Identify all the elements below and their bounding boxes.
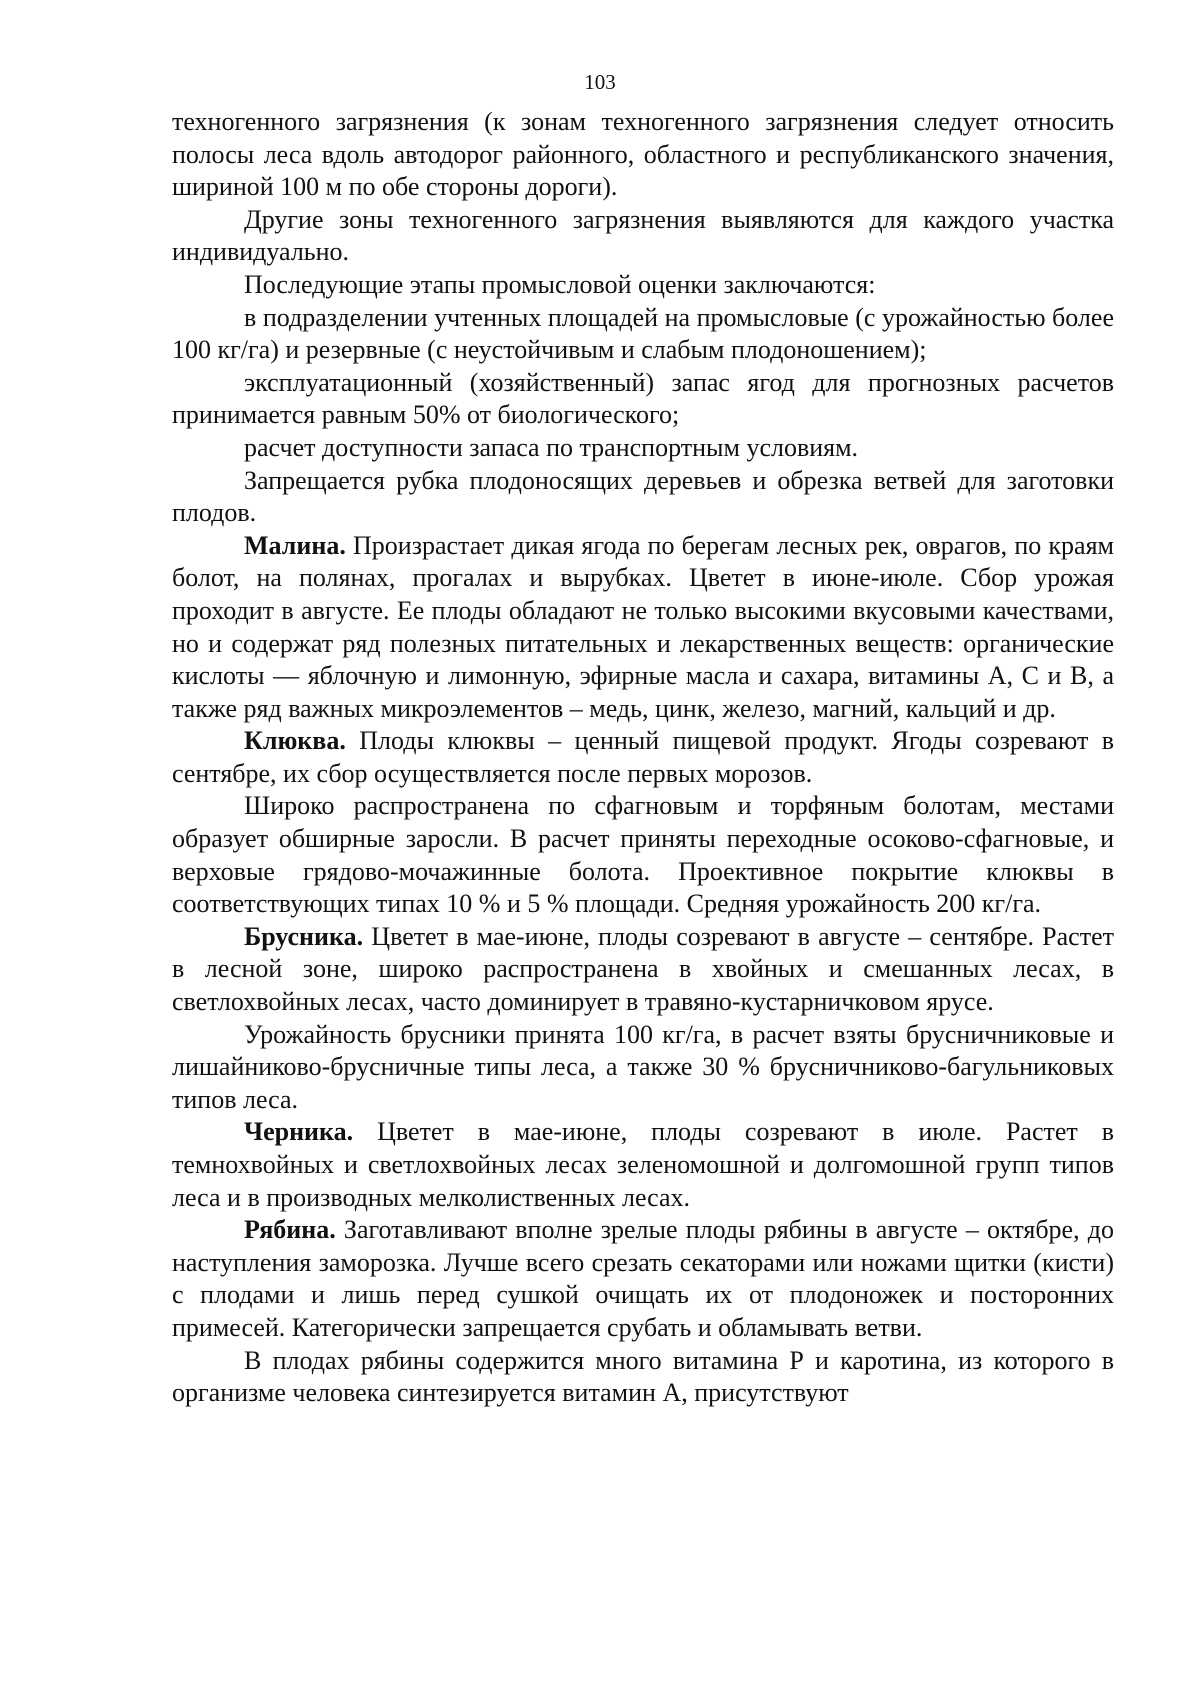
- paragraph-text: Плоды клюквы – ценный пищевой продукт. Ягоды созревают в сентябре, их сбор осуществляется после первых морозов.: [172, 726, 1114, 788]
- paragraph: [172, 204, 1114, 269]
- paragraph-lingonberry: [172, 921, 1114, 1019]
- paragraph: [172, 302, 1114, 367]
- paragraph: [172, 465, 1114, 530]
- paragraph-text: Заготавливают вполне зрелые плоды рябины в августе – октябре, до наступления заморозка. Лучше всего срезать секаторами или ножами щитки (кисти) с плодами и лишь перед сушкой очищать их от плодоножек и посторонних примесей. Категорически запрещается срубать и обламывать ветви.: [172, 1215, 1114, 1342]
- paragraph-term: Черника.: [244, 1117, 354, 1147]
- paragraph-cranberry: [172, 725, 1114, 790]
- paragraph-rowan: [172, 1214, 1114, 1344]
- paragraph-text: Цветет в мае-июне, плоды созревают в июле. Растет в темнохвойных и светлохвойных лесах зеленомошной и долгомошной групп типов леса и в производных мелколиственных лесах.: [172, 1117, 1114, 1212]
- paragraph-text: Последующие этапы промысловой оценки заключаются:: [244, 269, 876, 299]
- paragraph: [172, 790, 1114, 920]
- paragraph: [172, 1019, 1114, 1117]
- paragraph: [172, 106, 1114, 204]
- paragraph-term: Брусника.: [244, 921, 364, 951]
- paragraph: [172, 367, 1114, 432]
- paragraph-text: эксплуатационный (хозяйственный) запас ягод для прогнозных расчетов принимается равным 50% от биологического;: [172, 367, 1114, 430]
- paragraph-term: Рябина.: [244, 1215, 336, 1245]
- paragraph-text: в подразделении учтенных площадей на промысловые (с урожайностью более 100 кг/га) и резервные (с неустойчивым и слабым плодоношением);: [172, 302, 1114, 365]
- paragraph-text: В плодах рябины содержится много витамина Р и каротина, из которого в организме человека синтезируется витамин А, присутствуют: [172, 1345, 1114, 1408]
- paragraph: [172, 1345, 1114, 1410]
- paragraph-text: Запрещается рубка плодоносящих деревьев и обрезка ветвей для заготовки плодов.: [172, 465, 1114, 528]
- paragraph-text: Другие зоны техногенного загрязнения выявляются для каждого участка индивидуально.: [172, 204, 1114, 267]
- paragraph: [172, 269, 1114, 302]
- paragraph-blueberry: [172, 1116, 1114, 1214]
- paragraph-text: Широко распространена по сфагновым и торфяным болотам, местами образует обширные заросли. В расчет приняты переходные осоково-сфагновые, и верховые грядово-мочажинные болота. Проективное покрытие клюквы в соответствующих типах 10 % и 5 % площади. Средняя урожайность 200 кг/га.: [172, 791, 1114, 919]
- paragraph-text: Цветет в мае-июне, плоды созревают в августе – сентябре. Растет в лесной зоне, широко распространена в хвойных и смешанных лесах, в светлохвойных лесах, часто доминирует в травяно-кустарничковом ярусе.: [172, 921, 1114, 1017]
- page-body-text: [172, 106, 1114, 1410]
- paragraph-text: техногенного загрязнения (к зонам техногенного загрязнения следует относить полосы леса вдоль автодорог районного, областного и республиканского значения, шириной 100 м по обе стороны дороги).: [172, 107, 1114, 202]
- paragraph-text: расчет доступности запаса по транспортным условиям.: [244, 432, 859, 462]
- paragraph-text: Произрастает дикая ягода по берегам лесных рек, оврагов, по краям болот, на полянах, прогалах и вырубках. Цветет в июне-июле. Сбор урожая проходит в августе. Ее плоды обладают не только высокими вкусовыми качествами, но и содержат ряд полезных питательных и лекарственных веществ: органические кислоты — яблочную и лимонную, эфирные масла и сахара, витамины А, С и В, а также ряд важных микроэлементов – медь, цинк, железо, магний, кальций и др.: [172, 530, 1114, 723]
- paragraph-raspberry: [172, 530, 1114, 726]
- paragraph-term: Малина.: [244, 530, 346, 560]
- page-number: 103: [584, 70, 616, 94]
- paragraph: [172, 432, 1114, 465]
- paragraph-text: Урожайность брусники принята 100 кг/га, в расчет взяты брусничниковые и лишайниково-брусничные типы леса, а также 30 % брусничниково-багульниковых типов леса.: [172, 1019, 1114, 1114]
- paragraph-term: Клюква.: [244, 726, 346, 756]
